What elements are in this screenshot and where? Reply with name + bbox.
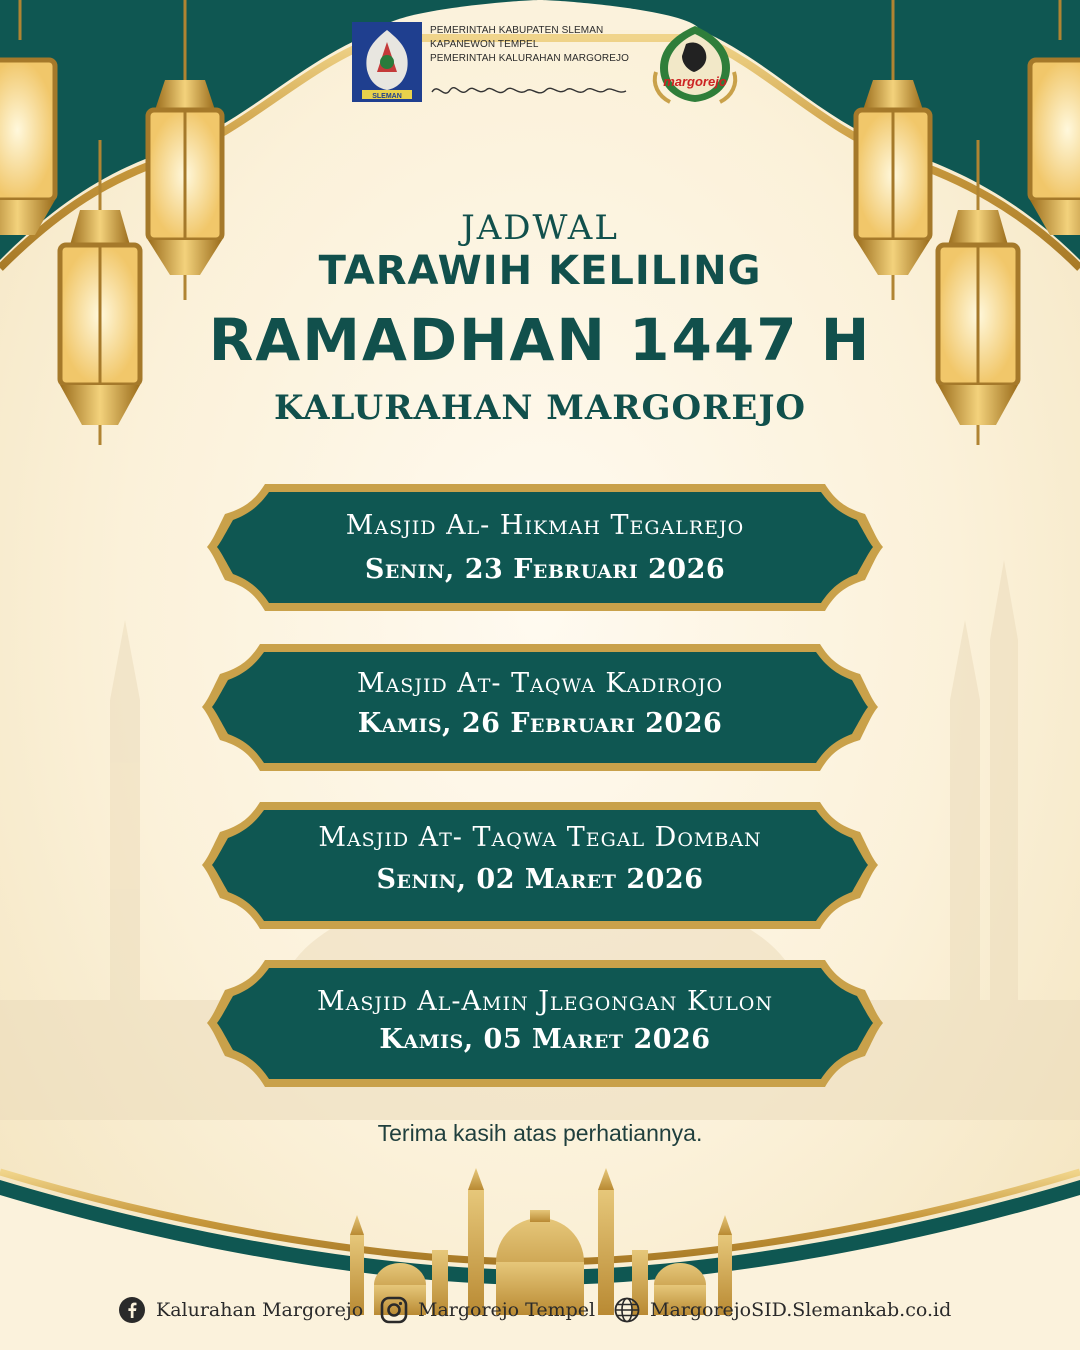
title-ramadhan: RAMADHAN 1447 H	[208, 306, 872, 374]
government-text	[430, 24, 645, 66]
instagram-handle: Margorejo Tempel	[418, 1299, 596, 1321]
svg-text:SLEMAN: SLEMAN	[372, 93, 402, 100]
gov-line-regency: PEMERINTAH KABUPATEN SLEMAN	[430, 25, 604, 36]
gov-line-district: KAPANEWON TEMPEL	[430, 39, 539, 50]
card-place: Masjid Al- Hikmah Tegalrejo	[345, 510, 745, 541]
schedule-card	[200, 640, 880, 775]
title-jadwal: JADWAL	[461, 208, 619, 248]
sleman-regency-logo	[352, 22, 422, 102]
card-place: Masjid Al-Amin Jlegongan Kulon	[316, 986, 774, 1017]
card-date: Kamis, 05 Maret 2026	[379, 1024, 711, 1055]
card-date: Senin, 23 Februari 2026	[364, 554, 726, 585]
website-link[interactable]	[614, 1293, 951, 1327]
card-place: Masjid At- Taqwa Tegal Domban	[318, 822, 762, 853]
instagram-link[interactable]	[380, 1293, 595, 1327]
margorejo-logo-text: margorejo	[663, 74, 727, 89]
title-tarawih-keliling: TARAWIH KELILING	[318, 248, 762, 294]
card-frame	[205, 480, 885, 615]
schedule-card	[205, 480, 885, 615]
footer	[118, 1293, 958, 1327]
card-date: Kamis, 26 Februari 2026	[357, 708, 723, 739]
schedule-card	[200, 798, 880, 933]
card-place: Masjid At- Taqwa Kadirojo	[356, 668, 724, 699]
facebook-link[interactable]	[118, 1293, 363, 1327]
javanese-script-signature	[430, 80, 630, 102]
margorejo-logo	[648, 22, 742, 108]
gov-line-village: PEMERINTAH KALURAHAN MARGOREJO	[430, 53, 629, 64]
title-kalurahan: KALURAHAN MARGOREJO	[273, 388, 807, 428]
facebook-icon	[118, 1296, 146, 1324]
closing-message: Terima kasih atas perhatiannya.	[377, 1120, 703, 1146]
globe-icon	[614, 1297, 640, 1323]
facebook-handle: Kalurahan Margorejo	[156, 1299, 364, 1321]
schedule-card	[205, 956, 885, 1091]
header	[352, 22, 742, 108]
card-date: Senin, 02 Maret 2026	[376, 864, 704, 895]
website-url: MargorejoSID.Slemankab.co.id	[650, 1299, 952, 1321]
instagram-icon	[380, 1296, 408, 1324]
